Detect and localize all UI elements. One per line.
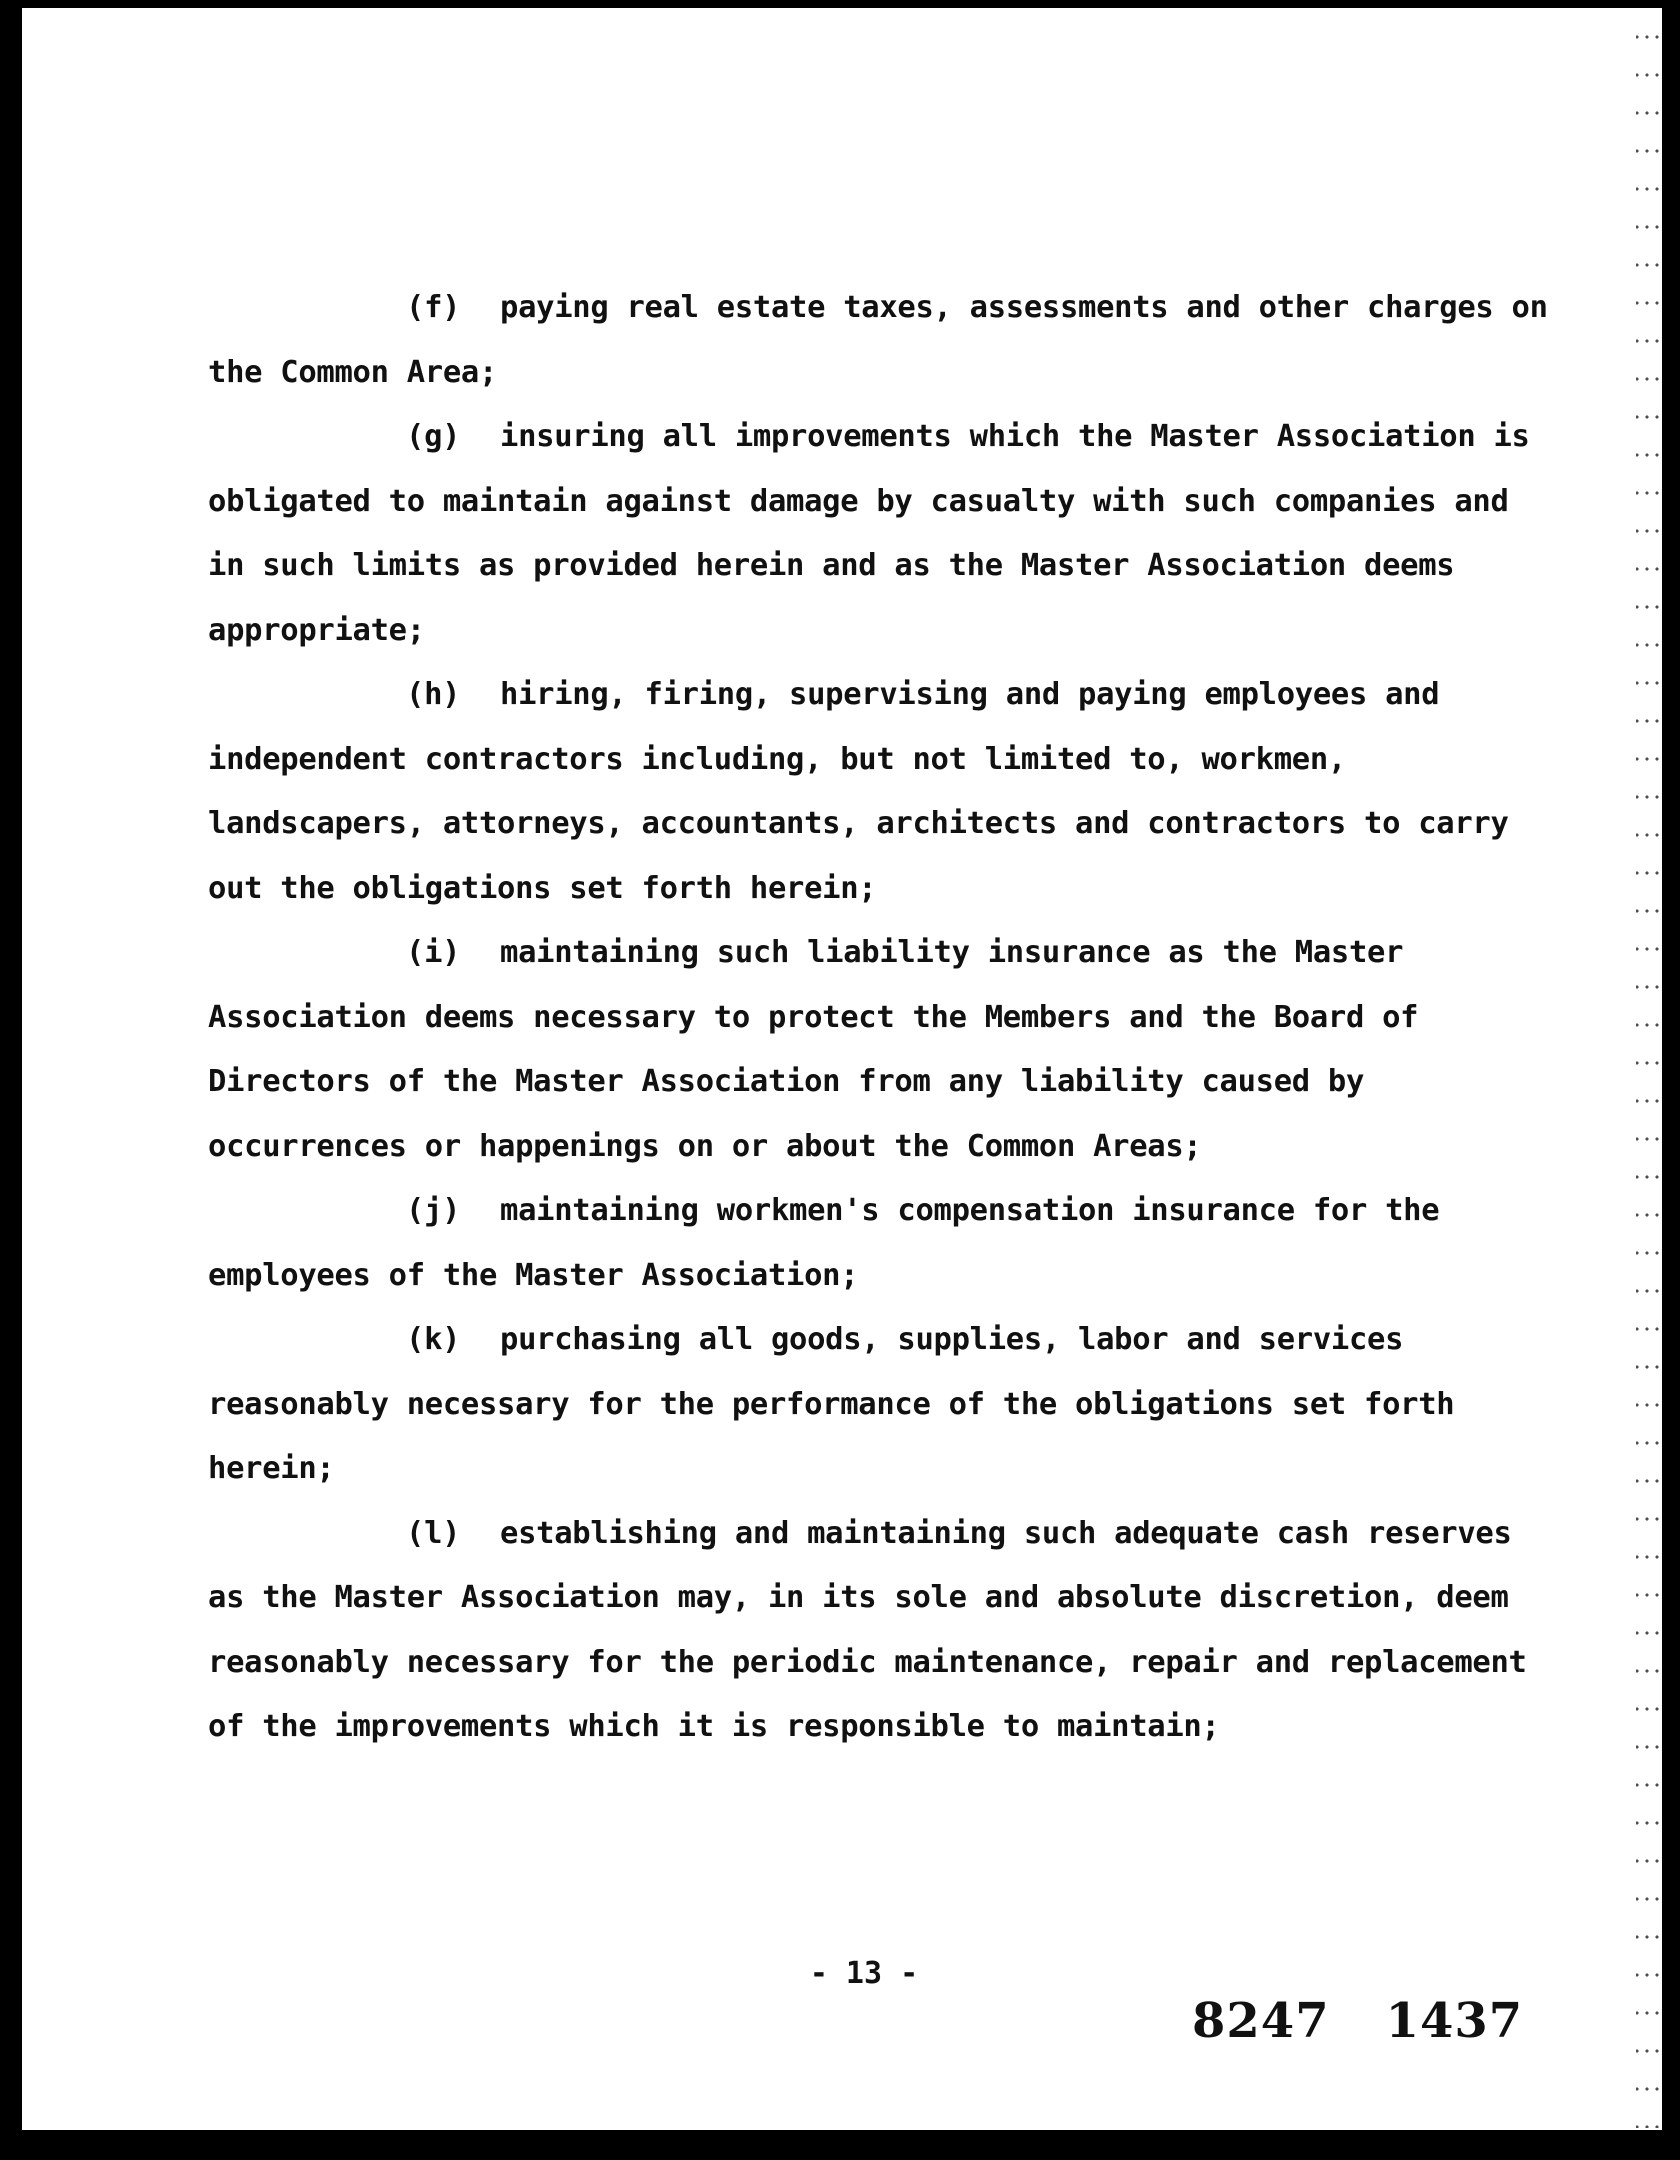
paragraph-j [208, 1179, 1548, 1308]
binding-holes [1636, 8, 1660, 2128]
paragraph-text: paying real estate taxes, assessments and other charges on the Common Area; [208, 290, 1548, 390]
paragraph-text: maintaining such liability insurance as the Master Association deems necessary to protect the Members and the Board of Directors of the Master Association from any liability caused by occurrences or happenings on or about the Common Areas; [208, 935, 1419, 1164]
paragraph-text: maintaining workmen's compensation insurance for the employees of the Master Association; [208, 1193, 1440, 1293]
paragraph-g [208, 405, 1548, 663]
paragraph-k [208, 1308, 1548, 1502]
paragraph-label: (i) [406, 935, 461, 970]
paragraph-f [208, 276, 1548, 405]
paragraph-label: (h) [406, 677, 461, 712]
paragraph-label: (f) [406, 290, 461, 325]
paragraph-i [208, 921, 1548, 1179]
paragraph-text: establishing and maintaining such adequate cash reserves as the Master Association may, in its sole and absolute discretion, deem reasonably necessary for the periodic maintenance, repair and replacement of the improvements which it is responsible to maintain; [208, 1515, 1527, 1744]
page-number: - 13 - [809, 1956, 919, 1991]
paragraph-text: insuring all improvements which the Master Association is obligated to maintain against damage by casualty with such companies and in such limits as provided herein and as the Master Association deems appropriate; [208, 419, 1530, 648]
paragraph-l [208, 1502, 1548, 1760]
paragraph-label: (l) [406, 1515, 461, 1551]
scan-border-right [1664, 0, 1680, 2160]
paragraph-text: hiring, firing, supervising and paying employees and independent contractors including, but not limited to, workmen, landscapers, attorneys, accountants, architects and contractors to carry out the obligations set forth herein; [208, 677, 1509, 906]
stamp-book-number: 8247 [1192, 1993, 1330, 2049]
paragraph-label: (g) [406, 419, 461, 454]
recording-stamp [1192, 1993, 1523, 2049]
paragraph-h [208, 663, 1548, 921]
paragraph-text: purchasing all goods, supplies, labor and services reasonably necessary for the performance of the obligations set forth herein; [208, 1322, 1455, 1486]
stamp-page-number: 1437 [1385, 1993, 1524, 2049]
paragraph-label: (k) [406, 1322, 461, 1357]
document-body [208, 276, 1548, 1760]
document-page [22, 8, 1662, 2130]
paragraph-label: (j) [406, 1193, 461, 1228]
